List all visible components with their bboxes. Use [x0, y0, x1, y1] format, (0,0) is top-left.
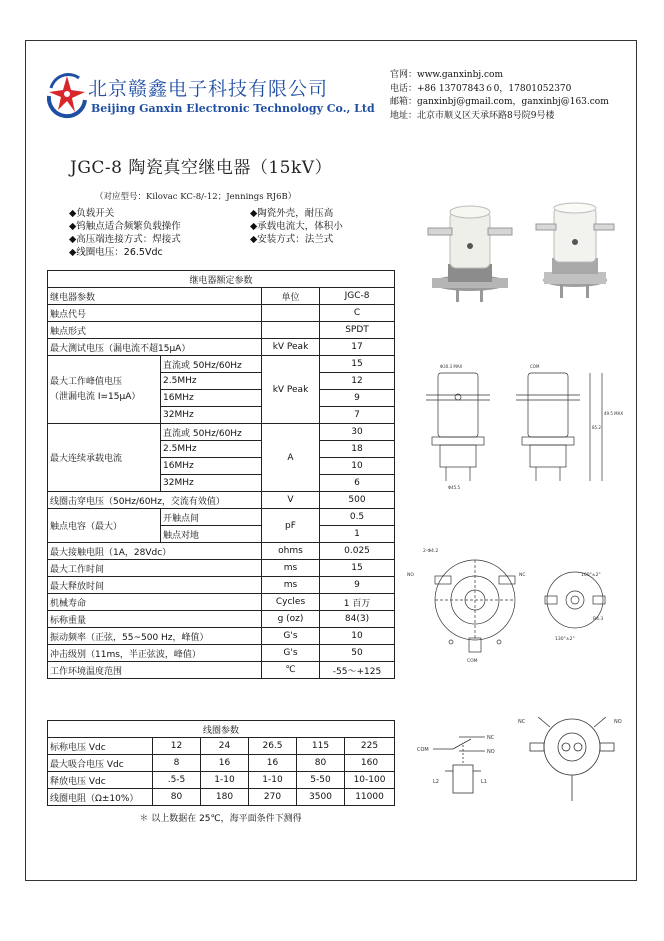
- product-photo-right: [530, 198, 620, 306]
- param-value: 270: [249, 789, 297, 806]
- company-name-cn: 北京赣鑫电子科技有限公司: [88, 78, 329, 100]
- param-value: 10: [320, 458, 395, 475]
- table-row: [48, 543, 395, 560]
- schematic-label-com: COM: [417, 747, 429, 753]
- param-value: 9: [320, 390, 395, 407]
- email-text: 邮箱：ganxinbj@gmail.com，ganxinbj@163.com: [390, 97, 609, 107]
- param-value: 0.5: [320, 509, 395, 526]
- param-value: 80: [153, 789, 201, 806]
- param-value: 10-100: [345, 772, 395, 789]
- table-row: [48, 560, 395, 577]
- table-row: [48, 492, 395, 509]
- param-condition: 2.5MHz: [161, 373, 262, 390]
- param-condition: 直流或 50Hz/60Hz: [161, 356, 262, 373]
- param-value: -55～+125: [320, 662, 395, 679]
- table-row: [48, 755, 395, 772]
- dim-label-nc: NC: [519, 573, 526, 578]
- param-name: 释放电压 Vdc: [48, 772, 153, 789]
- param-value: C: [320, 305, 395, 322]
- feature-item: ◆线圈电压：26.5Vdc: [69, 247, 163, 258]
- param-value: 80: [297, 755, 345, 772]
- dim-label-angle2: 130°±2°: [555, 637, 575, 642]
- param-label: 最大工作峰值电压: [50, 376, 123, 387]
- param-value: 26.5: [249, 738, 297, 755]
- param-unit: Cycles: [262, 594, 320, 611]
- param-unit: ohms: [262, 543, 320, 560]
- product-title: JGC-8 陶瓷真空继电器（15kV）: [70, 158, 333, 178]
- param-value: 7: [320, 407, 395, 424]
- param-value: 1 百万: [320, 594, 395, 611]
- table-caption: 继电器额定参数: [48, 271, 395, 288]
- table-row: [48, 424, 395, 441]
- param-name: 最大工作时间: [48, 560, 262, 577]
- param-value: 6: [320, 475, 395, 492]
- param-unit: ms: [262, 577, 320, 594]
- feature-item: ◆陶瓷外壳，耐压高: [250, 208, 334, 219]
- param-value: 0.025: [320, 543, 395, 560]
- table-row: [48, 509, 395, 526]
- param-condition: 2.5MHz: [161, 441, 262, 458]
- param-unit: G's: [262, 628, 320, 645]
- param-sublabel: （泄漏电流 I=15μA）: [50, 391, 141, 402]
- param-unit: [262, 322, 320, 339]
- table-row: [48, 738, 395, 755]
- dim-label-height2: 49.5 MAX: [604, 411, 624, 416]
- param-name: 工作环境温度范围: [48, 662, 262, 679]
- table-row: [48, 322, 395, 339]
- dimension-drawing-side: [418, 355, 624, 495]
- terminal-label-nc: NC: [518, 719, 526, 725]
- param-value: .5-5: [153, 772, 201, 789]
- dim-label-com: COM: [530, 364, 540, 369]
- table-caption: 线圈参数: [48, 721, 395, 738]
- contact-block: [390, 69, 609, 123]
- param-name: 标称电压 Vdc: [48, 738, 153, 755]
- param-condition: 16MHz: [161, 458, 262, 475]
- param-value: 10: [320, 628, 395, 645]
- schematic-label-l2: L2: [433, 779, 439, 785]
- param-name: 冲击级别（11ms，半正弦波，峰值）: [48, 645, 262, 662]
- dim-label-dia-bottom: Φ45.5: [448, 485, 461, 490]
- rated-parameters-table: [47, 270, 395, 679]
- param-value: 1-10: [249, 772, 297, 789]
- features-left: [69, 207, 181, 259]
- param-value: 160: [345, 755, 395, 772]
- param-value: 16: [249, 755, 297, 772]
- address-text: 地址：北京市顺义区天承环路8号院9号楼: [390, 110, 555, 121]
- param-value: 225: [345, 738, 395, 755]
- terminal-label-no: NO: [614, 719, 622, 725]
- table-row: [48, 305, 395, 322]
- dim-label-no: NO: [407, 573, 414, 578]
- feature-item: ◆承载电流大，体积小: [250, 221, 343, 232]
- param-value: 9: [320, 577, 395, 594]
- param-condition: 16MHz: [161, 390, 262, 407]
- param-unit: ms: [262, 560, 320, 577]
- param-name: 线圈电阻（Ω±10%）: [48, 789, 153, 806]
- feature-item: ◆安装方式：法兰式: [250, 234, 334, 245]
- coil-parameters-table: [47, 720, 395, 806]
- feature-item: ◆高压端连接方式：焊接式: [69, 234, 181, 245]
- param-value: 12: [153, 738, 201, 755]
- feature-item: ◆负载开关: [69, 208, 115, 219]
- param-value: 30: [320, 424, 395, 441]
- param-condition: 32MHz: [161, 407, 262, 424]
- terminal-drawing: [510, 705, 635, 805]
- table-row: [48, 789, 395, 806]
- dim-label-com-flange: COM: [467, 659, 478, 664]
- schematic-label-l1: L1: [481, 779, 487, 785]
- table-row: [48, 594, 395, 611]
- param-value: 16: [201, 755, 249, 772]
- param-name: 线圈击穿电压（50Hz/60Hz，交流有效值）: [48, 492, 262, 509]
- param-name: 振动频率（正弦，55~500 Hz，峰值）: [48, 628, 262, 645]
- param-condition: 开触点间: [161, 509, 262, 526]
- param-value: 15: [320, 560, 395, 577]
- dim-label-radius: R4.3: [593, 617, 604, 622]
- param-value: 5-50: [297, 772, 345, 789]
- dim-label-height: 85.2: [592, 425, 601, 430]
- param-name: 触点电容（最大）: [48, 509, 161, 543]
- table-header: JGC-8: [320, 288, 395, 305]
- company-logo-icon: [45, 70, 89, 118]
- table-row: [48, 628, 395, 645]
- table-row: [48, 577, 395, 594]
- footnote: ＊ 以上数据在 25℃，海平面条件下测得: [139, 814, 302, 824]
- product-photo-left: [420, 198, 520, 306]
- param-value: 11000: [345, 789, 395, 806]
- param-name: 机械寿命: [48, 594, 262, 611]
- param-name: 触点形式: [48, 322, 262, 339]
- table-row: [48, 772, 395, 789]
- param-value: 115: [297, 738, 345, 755]
- dim-label-dia-top: Φ30.3 MAX: [440, 364, 463, 369]
- param-name: 最大连续承载电流: [48, 424, 161, 492]
- param-value: 1: [320, 526, 395, 543]
- features-right: [250, 207, 343, 246]
- param-value: 84(3): [320, 611, 395, 628]
- param-name: 标称重量: [48, 611, 262, 628]
- dim-label-hole: 2-Φ4.2: [423, 549, 439, 554]
- param-value: 3500: [297, 789, 345, 806]
- param-unit: g (oz): [262, 611, 320, 628]
- schematic-label-nc: NC: [487, 735, 495, 741]
- param-name: 最大测试电压（漏电流不超15μA）: [48, 339, 262, 356]
- dim-label-angle: 100°±2°: [581, 573, 601, 578]
- param-value: 17: [320, 339, 395, 356]
- feature-item: ◆钨触点适合频繁负载操作: [69, 221, 181, 232]
- schematic-label-no: NO: [487, 749, 495, 755]
- param-value: 24: [201, 738, 249, 755]
- param-value: 1-10: [201, 772, 249, 789]
- param-name: 最大吸合电压 Vdc: [48, 755, 153, 772]
- table-row: [48, 611, 395, 628]
- product-subtitle: （对应型号：Kilovac KC-8/-12；Jennings RJ6B）: [95, 192, 297, 202]
- param-condition: 32MHz: [161, 475, 262, 492]
- param-name: 最大释放时间: [48, 577, 262, 594]
- company-name-en: Beijing Ganxin Electronic Technology Co., Ltd: [91, 102, 375, 115]
- param-condition: 直流或 50Hz/60Hz: [161, 424, 262, 441]
- param-unit: [262, 305, 320, 322]
- param-unit: A: [262, 424, 320, 492]
- param-value: 50: [320, 645, 395, 662]
- param-unit: kV Peak: [262, 339, 320, 356]
- param-condition: 触点对地: [161, 526, 262, 543]
- table-header: 继电器参数: [48, 288, 262, 305]
- param-unit: G's: [262, 645, 320, 662]
- website-text: 官网：www.ganxinbj.com: [390, 70, 503, 80]
- table-row: [48, 662, 395, 679]
- param-name: 触点代号: [48, 305, 262, 322]
- table-row: [48, 645, 395, 662]
- dimension-drawing-flange: [405, 540, 620, 685]
- param-value: 500: [320, 492, 395, 509]
- param-unit: pF: [262, 509, 320, 543]
- table-header: 单位: [262, 288, 320, 305]
- param-unit: kV Peak: [262, 356, 320, 424]
- wiring-schematic: [415, 725, 500, 805]
- param-value: 18: [320, 441, 395, 458]
- phone-text: 电话：+86 13707843６0，17801052370: [390, 83, 572, 94]
- param-name: [48, 356, 161, 424]
- param-value: SPDT: [320, 322, 395, 339]
- param-name: 最大接触电阻（1A，28Vdc）: [48, 543, 262, 560]
- table-row: [48, 339, 395, 356]
- param-value: 15: [320, 356, 395, 373]
- param-unit: ℃: [262, 662, 320, 679]
- table-row: [48, 356, 395, 373]
- param-value: 8: [153, 755, 201, 772]
- param-value: 12: [320, 373, 395, 390]
- param-unit: V: [262, 492, 320, 509]
- param-value: 180: [201, 789, 249, 806]
